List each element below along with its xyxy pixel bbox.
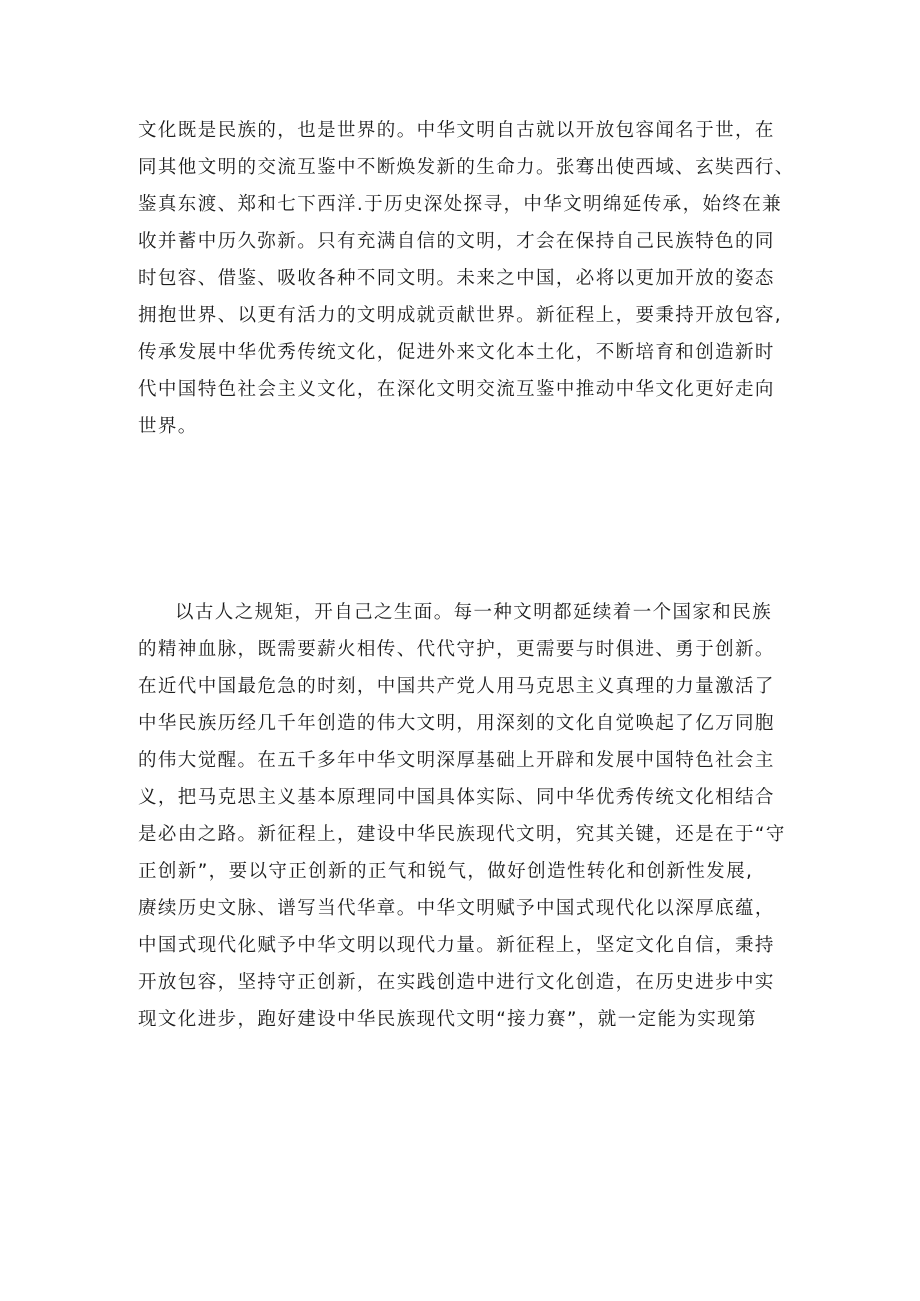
paragraph-line: 的精神血脉，既需要薪火相传、代代守护，更需要与时俱进、勇于创新。 [138, 639, 775, 660]
paragraph-line: 中华民族历经几千年创造的伟大文明，用深刻的文化自觉唤起了亿万同胞 [138, 713, 775, 734]
paragraph-line: 是必由之路。新征程上，建设中华民族现代文明，究其关键，还是在于“守 [138, 824, 786, 845]
paragraph-2 [138, 594, 798, 1038]
paragraph-line: 鉴真东渡、郑和七下西洋.于历史深处探寻，中华文明绵延传承，始终在兼 [138, 194, 783, 215]
paragraph-line: 世界。 [138, 416, 198, 437]
paragraph-line: 正创新”，要以守正创新的正气和锐气，做好创造性转化和创新性发展, [138, 861, 754, 882]
paragraph-line: 义，把马克思主义基本原理同中国具体实际、同中华优秀传统文化相结合 [138, 787, 775, 808]
paragraph-1 [138, 112, 798, 445]
paragraph-line: 同其他文明的交流互鉴中不断焕发新的生命力。张骞出使西域、玄奘西行、 [138, 157, 795, 178]
paragraph-line: 的伟大觉醒。在五千多年中华文明深厚基础上开辟和发展中国特色社会主 [138, 750, 775, 771]
paragraph-line: 时包容、借鉴、吸收各种不同文明。未来之中国，必将以更加开放的姿态 [138, 268, 775, 289]
paragraph-line: 开放包容，坚持守正创新，在实践创造中进行文化创造，在历史进步中实 [138, 972, 775, 993]
paragraph-line: 现文化进步，跑好建设中华民族现代文明“接力赛”，就一定能为实现第 [138, 1009, 757, 1030]
paragraph-line: 传承发展中华优秀传统文化，促进外来文化本土化，不断培育和创造新时 [138, 342, 775, 363]
paragraph-line: 在近代中国最危急的时刻，中国共产党人用马克思主义真理的力量激活了 [138, 676, 775, 697]
paragraph-line: 中国式现代化赋予中华文明以现代力量。新征程上，坚定文化自信，秉持 [138, 935, 775, 956]
paragraph-line: 文化既是民族的，也是世界的。中华文明自古就以开放包容闻名于世，在 [138, 120, 775, 141]
paragraph-line: 拥抱世界、以更有活力的文明成就贡献世界。新征程上，要秉持开放包容, [138, 305, 783, 326]
paragraph-line: 收并蓄中历久弥新。只有充满自信的文明，才会在保持自己民族特色的同 [138, 231, 775, 252]
paragraph-line: 赓续历史文脉、谱写当代华章。中华文明赋予中国式现代化以深厚底蕴， [138, 898, 775, 919]
paragraph-line: 代中国特色社会主义文化，在深化文明交流互鉴中推动中华文化更好走向 [138, 379, 775, 400]
paragraph-line: 以古人之规矩，开自己之生面。每一种文明都延续着一个国家和民族 [175, 602, 773, 623]
